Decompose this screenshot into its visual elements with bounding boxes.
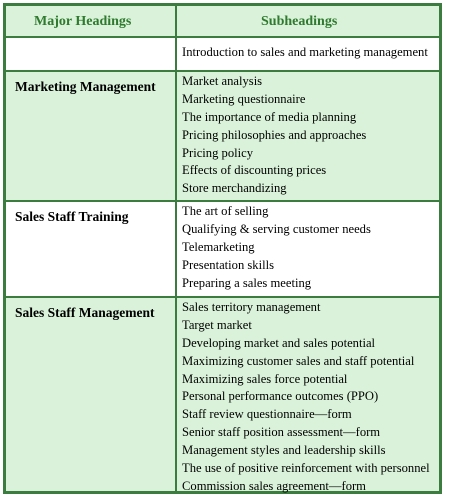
subheading-list [182,44,428,62]
subheading-item: The use of positive reinforcement with personnel [182,461,430,476]
subheading-item: The art of selling [182,204,269,218]
subheading-item: Maximizing sales force potential [182,371,348,386]
subheading-item: Personal performance outcomes (PPO) [182,389,379,404]
subheading-list [182,299,430,496]
table-row [6,296,439,491]
subheading-item: Senior staff position assessment—form [182,425,381,440]
table-row [6,200,439,296]
major-headings-header: Major Headings [34,14,132,29]
subheading-item: Effects of discounting prices [182,163,327,178]
subheading-item: Commission sales agreement—form [182,478,366,493]
subheading-item: Pricing philosophies and approaches [182,127,367,142]
column-divider [175,72,177,200]
column-divider [175,298,177,491]
subheading-item: Management styles and leadership skills [182,443,386,458]
subheading-item: Target market [182,317,252,332]
table-row [6,36,439,70]
subheading-list [182,203,371,292]
major-heading: Sales Staff Management [15,305,155,320]
subheading-item: Maximizing customer sales and staff potential [182,353,415,368]
subheading-list [182,73,366,198]
subheadings-header: Subheadings [261,14,338,29]
subheading-item: Market analysis [182,74,263,88]
subheading-item: The importance of media planning [182,109,357,124]
subheading-item: Sales territory management [182,300,321,314]
subheading-item: Presentation skills [182,257,274,272]
column-divider [175,38,177,70]
subheading-item: Pricing policy [182,145,254,160]
subheading-item: Staff review questionnaire—form [182,407,352,422]
table-row [6,70,439,200]
subheading-item: Introduction to sales and marketing management [182,45,428,59]
subheading-item: Preparing a sales meeting [182,275,312,290]
headings-table [3,3,442,494]
subheading-item: Developing market and sales potential [182,335,376,350]
major-heading: Marketing Management [15,79,156,94]
major-heading: Sales Staff Training [15,209,129,224]
subheading-item: Store merchandizing [182,181,287,196]
subheading-item: Qualifying & serving customer needs [182,221,371,236]
subheading-item: Marketing questionnaire [182,91,306,106]
column-divider [175,202,177,296]
subheading-item: Telemarketing [182,239,255,254]
